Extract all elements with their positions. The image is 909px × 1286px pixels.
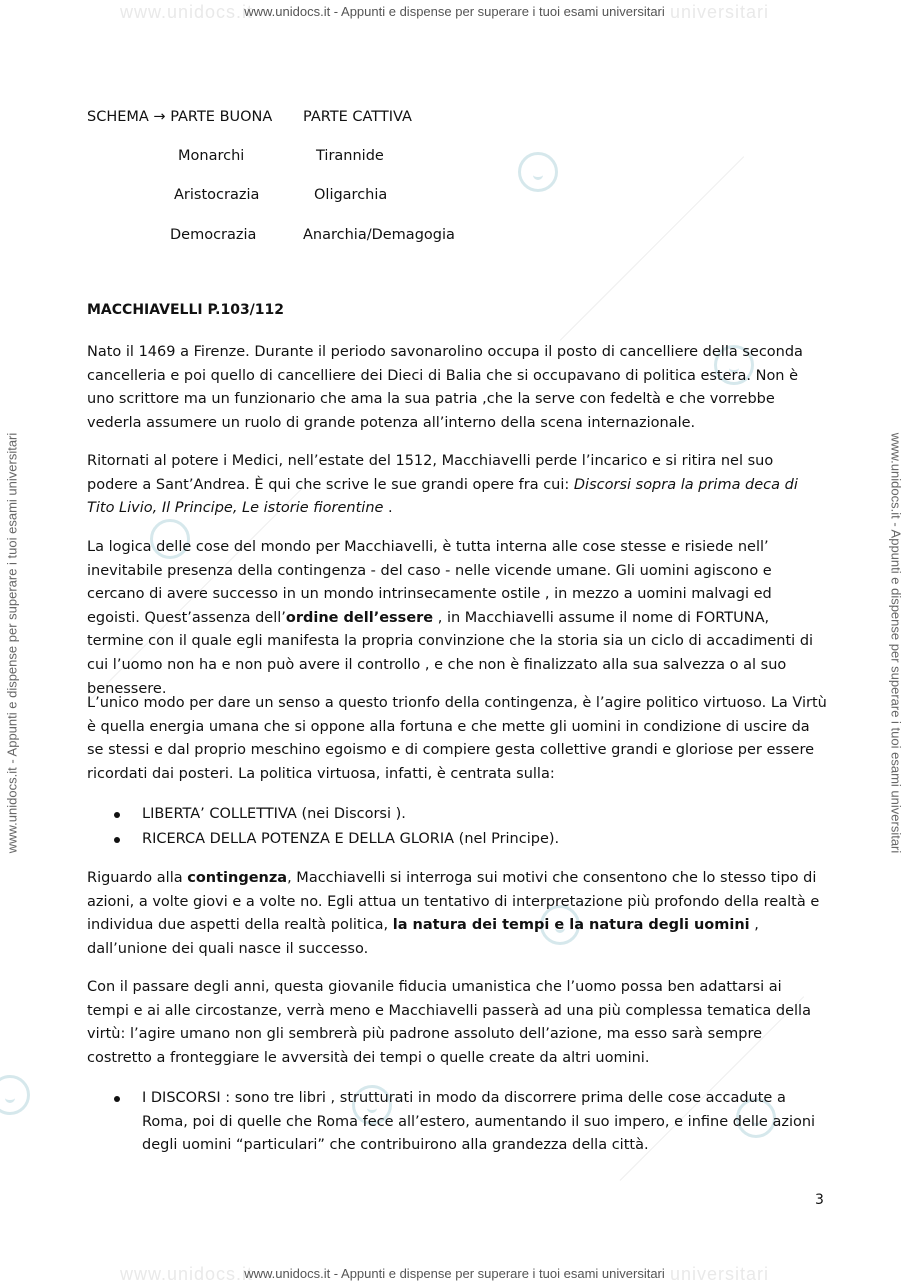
paragraph-5: Riguardo alla contingenza, Macchiavelli si interroga sui motivi che consentono che lo stesso tipo di azioni, a volte giovi e a volte no. Egli attua un tentativo di interpretazione più profondo della realtà e individua due aspetti della realtà politica, la natura dei tempi e la natura degli uomini , dall’unione dei quali nasce il successo. — [87, 870, 820, 957]
watermark-bottom: www.unidocs.it - Appunti e dispense per superare i tuoi esami universitari — [244, 1266, 665, 1281]
bullet-icon — [114, 837, 120, 843]
schema-bad-cell: Anarchia/Demagogia — [303, 227, 455, 243]
schema-bad-header: PARTE CATTIVA — [303, 109, 412, 125]
emphasis-natura: la natura dei tempi e la natura degli uomini — [392, 917, 750, 934]
schema-good-cell: Aristocrazia — [174, 187, 260, 203]
paragraph-1: Nato il 1469 a Firenze. Durante il periodo savonarolino occupa il posto di cancelliere della seconda cancelleria e poi quello di cancelliere dei Dieci di Balia che si occupavano di politica estera. Non è uno scrittore ma un funzionario che ama la sua patria ,che la serve con fedeltà e che vorrebbe vederla assumere un ruolo di grande potenza all’interno della scena internazionale. — [87, 344, 803, 431]
works-title: Discorsi sopra la prima deca di Tito Livio, Il Principe, Le istorie fiorentine — [87, 476, 798, 517]
paragraph-4: L’unico modo per dare un senso a questo trionfo della contingenza, è l’agire politico virtuoso. La Virtù è quella energia umana che si oppone alla fortuna e che mette gli uomini in condizione di uscire da se stessi e dal proprio meschino egoismo e di compiere gesta collettive grandi e gloriose per essere ricordati dai posteri. La politica virtuosa, infatti, è centrata sulla: — [87, 695, 827, 782]
emphasis-contingenza: contingenza — [187, 870, 288, 886]
watermark-logo-icon — [0, 1075, 30, 1115]
schema-good-cell: Monarchi — [178, 148, 245, 164]
list-item: RICERCA DELLA POTENZA E DELLA GLORIA (nel Principe). — [142, 828, 822, 852]
watermark-left: www.unidocs.it - Appunti e dispense per superare i tuoi esami universitari — [4, 432, 20, 854]
page-number: 3 — [815, 1192, 824, 1208]
schema-bad-cell: Oligarchia — [314, 187, 388, 203]
watermark-right: www.unidocs.it - Appunti e dispense per superare i tuoi esami universitari — [888, 432, 904, 854]
watermark-line — [560, 156, 745, 341]
emphasis-ordine: ordine dell’essere — [285, 609, 434, 626]
bullet-icon — [114, 812, 120, 818]
schema-label: SCHEMA → PARTE BUONA — [87, 109, 273, 125]
paragraph-6: Con il passare degli anni, questa giovanile fiducia umanistica che l’uomo possa ben adattarsi ai tempi e ai alle circostanze, verrà meno e Macchiavelli passerà ad una più complessa tematica della virtù: l’agire umano non gli sembrerà più padrone assoluto dell’azione, ma esso sarà sempre costretto a fronteggiare le avversità dei tempi o quelle create da altri uomini. — [87, 979, 811, 1066]
watermark-logo-icon — [518, 152, 558, 192]
watermark-ghost-top-right: universitari — [670, 2, 770, 22]
watermark-ghost-bottom: www.unidocs.it — [120, 1264, 254, 1284]
bullet-icon — [114, 1096, 120, 1102]
paragraph-2: Ritornati al potere i Medici, nell’estate del 1512, Macchiavelli perde l’incarico e si ritira nel suo podere a Sant’Andrea. È qui che scrive le sue grandi opere fra cui: Discorsi sopra la prima deca di Tito Livio, Il Principe, Le istorie fiorentine . — [87, 453, 798, 517]
schema-bad-cell: Tirannide — [316, 148, 384, 164]
watermark-top: www.unidocs.it - Appunti e dispense per superare i tuoi esami universitari — [244, 4, 665, 19]
list-item: I DISCORSI : sono tre libri , strutturati in modo da discorrere prima delle cose accadute a Roma, poi di quelle che Roma fece all’estero, aumentando il suo impero, e infine delle azioni degli uomini “particulari” che contribuirono alla grandezza della città. — [142, 1087, 822, 1158]
schema-good-cell: Democrazia — [170, 227, 257, 243]
paragraph-3: La logica delle cose del mondo per Macchiavelli, è tutta interna alle cose stesse e risiede nell’ inevitabile presenza della contingenza - del caso - nelle vicende umane. Gli uomini agiscono e cercano di avere successo in un mondo intrinsecamente ostile , in mezzo a uomini malvagi ed egoisti. Quest’assenza dell’ordine dell’essere , in Macchiavelli assume il nome di FORTUNA, termine con il quale egli manifesta la propria convinzione che la storia sia un ciclo di accadimenti di cui l’uomo non ha e non può avere il controllo , e che non è finalizzato alla sua salvezza o al suo benessere. — [87, 539, 814, 697]
list-item: LIBERTA’ COLLETTIVA (nei Discorsi ). — [142, 803, 822, 827]
watermark-ghost-bottom-right: universitari — [670, 1264, 770, 1284]
watermark-ghost-top: www.unidocs.it — [120, 2, 254, 22]
section-heading: MACCHIAVELLI P.103/112 — [87, 302, 285, 318]
